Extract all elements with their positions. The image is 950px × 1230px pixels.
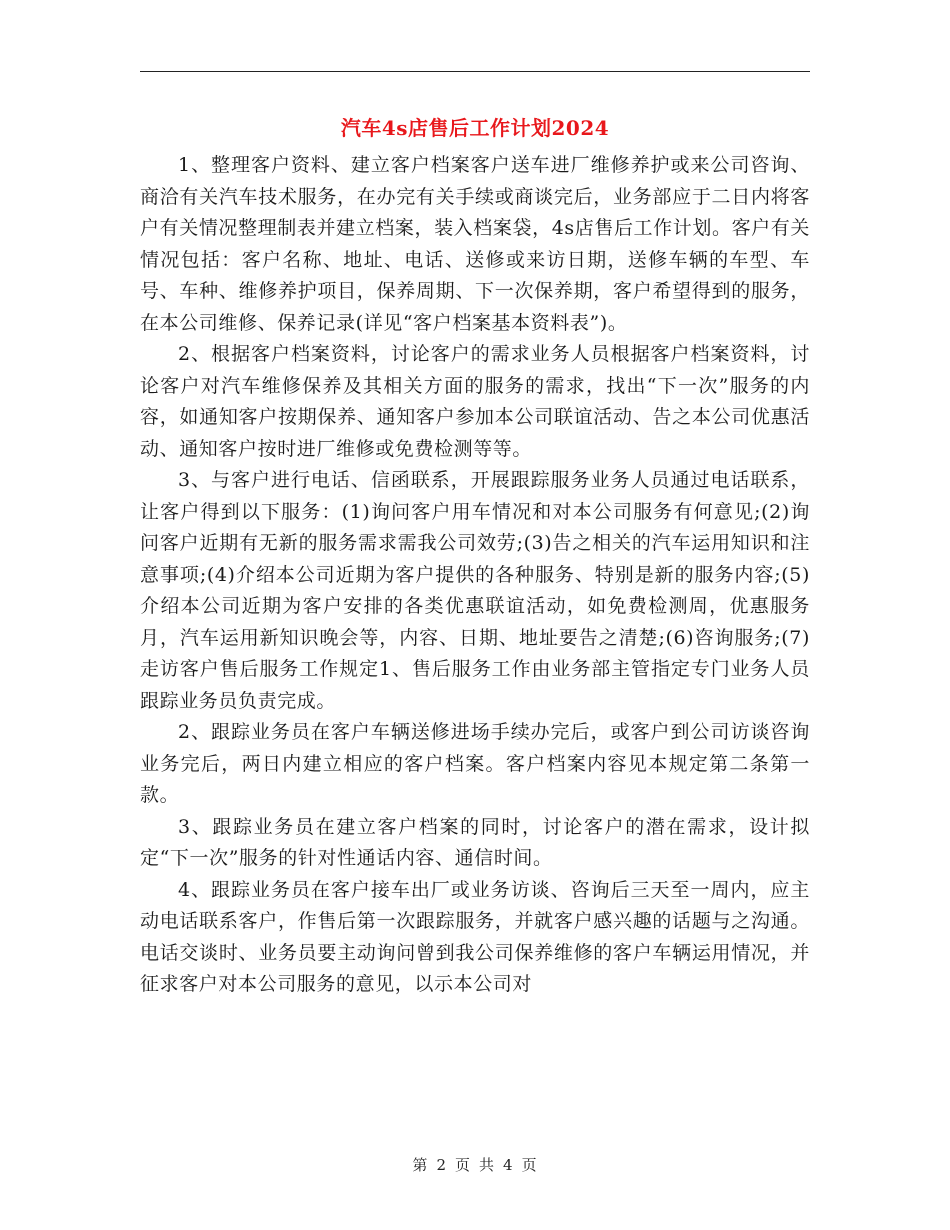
footer-total-prefix: 共	[479, 1156, 496, 1174]
footer-page-suffix: 页	[521, 1156, 538, 1174]
paragraph-5: 3、跟踪业务员在建立客户档案的同时，讨论客户的潜在需求，设计拟定“下一次”服务的针对性通话内容、通信时间。	[140, 815, 810, 869]
paragraph-2: 2、根据客户档案资料，讨论客户的需求业务人员根据客户档案资料，讨论客户对汽车维修保养及其相关方面的服务的需求，找出“下一次”服务的内容，如通知客户按期保养、通知客户参加本公司联谊活动、告之本公司优惠活动、通知客户按时进厂维修或免费检测等等。	[140, 343, 810, 460]
document-title: 汽车4s店售后工作计划2024	[340, 116, 610, 140]
paragraph-1: 1、整理客户资料、建立客户档案客户送车进厂维修养护或来公司咨询、商洽有关汽车技术服务，在办完有关手续或商谈完后，业务部应于二日内将客户有关情况整理制表并建立档案，装入档案袋，4s店售后工作计划。客户有关情况包括：客户名称、地址、电话、送修或来访日期，送修车辆的车型、车号、车种、维修养护项目，保养周期、下一次保养期，客户希望得到的服务，在本公司维修、保养记录(详见“客户档案基本资料表”)。	[140, 154, 810, 334]
footer-page-current: 2	[436, 1156, 447, 1174]
footer-page-prefix: 第	[412, 1156, 429, 1174]
document-body	[140, 150, 810, 1001]
page-footer	[0, 1154, 950, 1175]
paragraph-4: 2、跟踪业务员在客户车辆送修进场手续办完后，或客户到公司访谈咨询业务完后，两日内建立相应的客户档案。客户档案内容见本规定第二条第一款。	[140, 721, 810, 806]
paragraph-6: 4、跟踪业务员在客户接车出厂或业务访谈、咨询后三天至一周内，应主动电话联系客户，作售后第一次跟踪服务，并就客户感兴趣的话题与之沟通。电话交谈时、业务员要主动询问曾到我公司保养维修的客户车辆运用情况，并征求客户对本公司服务的意见，以示本公司对	[140, 878, 810, 995]
paragraph-3: 3、与客户进行电话、信函联系，开展跟踪服务业务人员通过电话联系，让客户得到以下服务：(1)询问客户用车情况和对本公司服务有何意见;(2)询问客户近期有无新的服务需求需我公司效劳;(3)告之相关的汽车运用知识和注意事项;(4)介绍本公司近期为客户提供的各种服务、特别是新的服务内容;(5)介绍本公司近期为客户安排的各类优惠联谊活动，如免费检测周，优惠服务月，汽车运用新知识晚会等，内容、日期、地址要告之清楚;(6)咨询服务;(7)走访客户售后服务工作规定1、售后服务工作由业务部主管指定专门业务人员跟踪业务员负责完成。	[140, 469, 810, 712]
footer-page-total: 4	[503, 1156, 514, 1174]
footer-page-mid: 页	[454, 1156, 471, 1174]
header-rule	[140, 71, 810, 72]
